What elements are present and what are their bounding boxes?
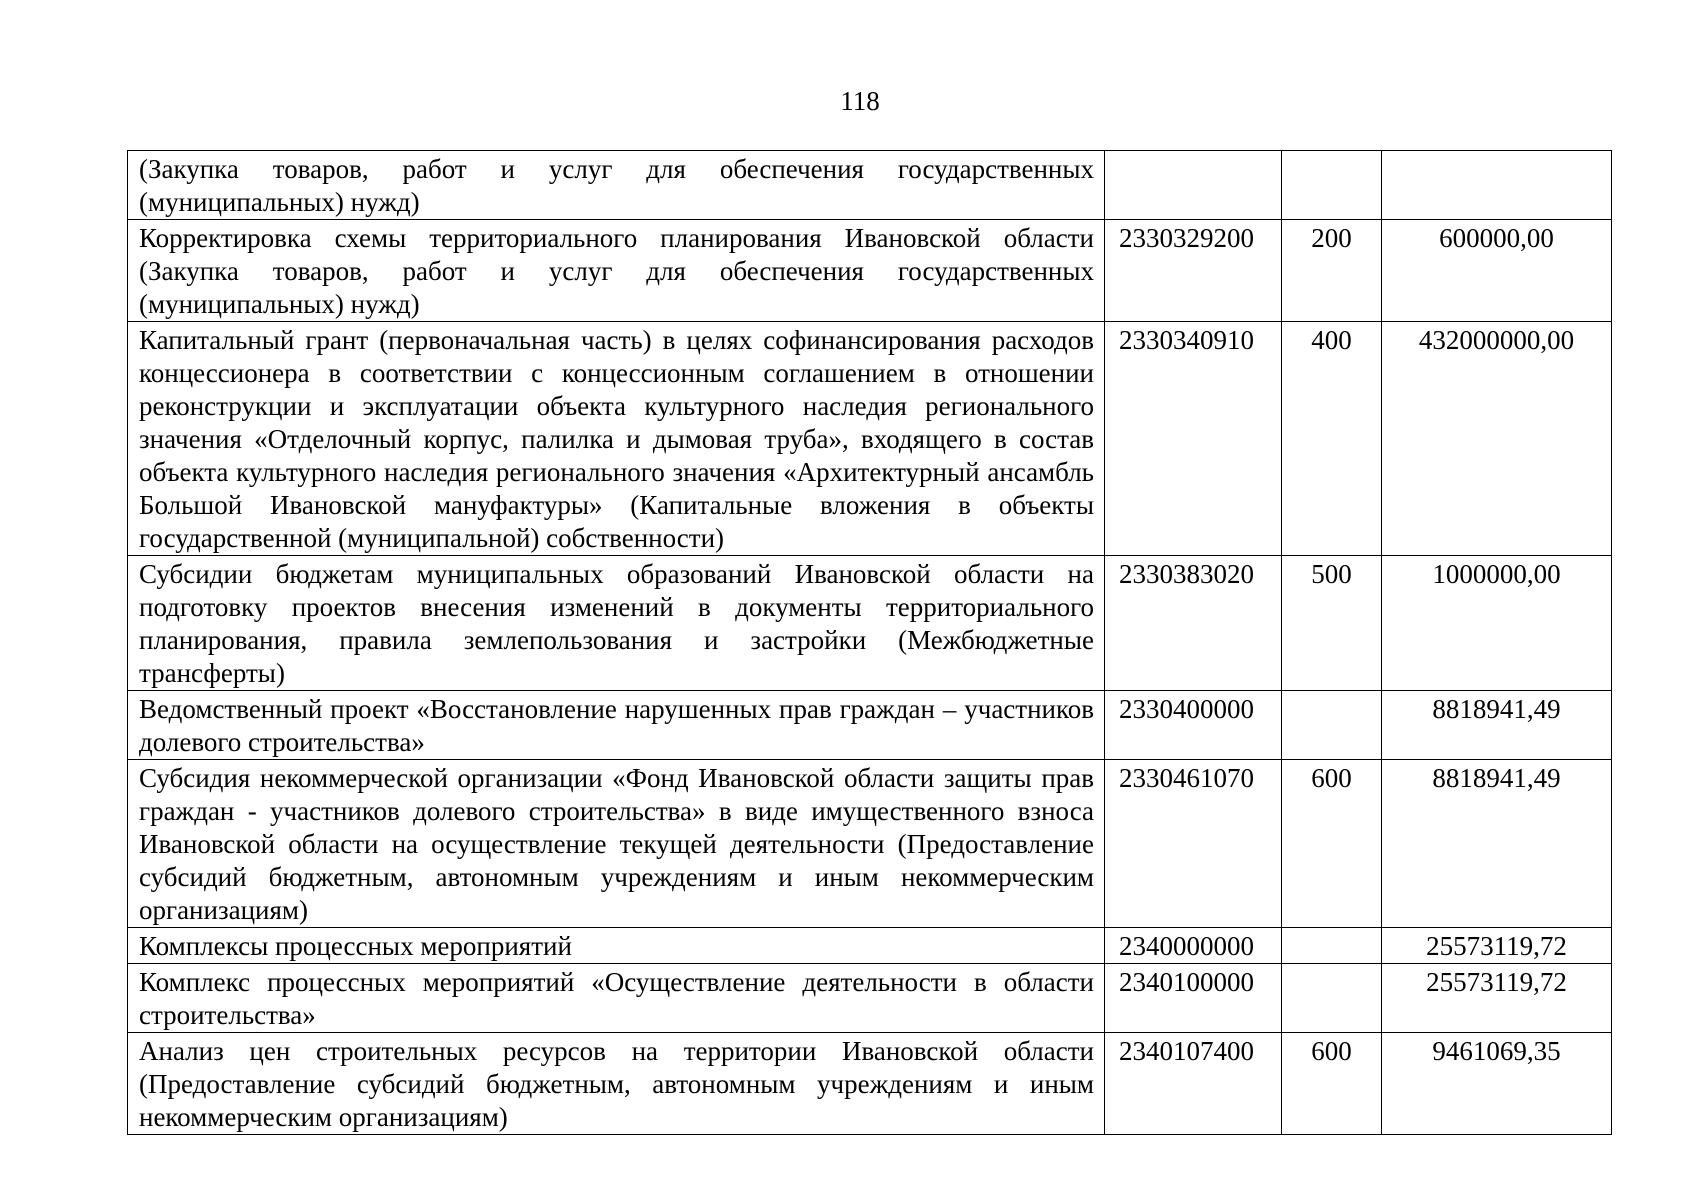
target-code-cell: 2330400000 — [1105, 691, 1282, 760]
amount-cell: 600000,00 — [1382, 220, 1612, 322]
amount-cell: 8818941,49 — [1382, 691, 1612, 760]
table-row — [128, 151, 1612, 220]
expense-type-cell: 400 — [1282, 322, 1382, 556]
target-code-cell: 2340107400 — [1105, 1033, 1282, 1135]
expense-name-cell: Корректировка схемы территориального планирования Ивановской области (Закупка товаров, работ и услуг для обеспечения государственных (муниципальных) нужд) — [128, 220, 1105, 322]
table-row — [128, 220, 1612, 322]
expense-name-cell: Комплекс процессных мероприятий «Осуществление деятельности в области строительства» — [128, 964, 1105, 1033]
amount-cell: 9461069,35 — [1382, 1033, 1612, 1135]
expense-name-cell: Анализ цен строительных ресурсов на территории Ивановской области (Предоставление субсидий бюджетным, автономным учреждениям и иным некоммерческим организациям) — [128, 1033, 1105, 1135]
amount-cell: 1000000,00 — [1382, 556, 1612, 691]
table-row — [128, 322, 1612, 556]
expense-name-cell: Комплексы процессных мероприятий — [128, 928, 1105, 964]
table-row — [128, 1033, 1612, 1135]
page-number: 118 — [840, 86, 880, 116]
expense-type-cell — [1282, 691, 1382, 760]
amount-cell: 432000000,00 — [1382, 322, 1612, 556]
table-row — [128, 760, 1612, 928]
amount-cell: 8818941,49 — [1382, 760, 1612, 928]
amount-cell: 25573119,72 — [1382, 964, 1612, 1033]
table-row — [128, 556, 1612, 691]
expense-type-cell: 600 — [1282, 1033, 1382, 1135]
target-code-cell: 2330340910 — [1105, 322, 1282, 556]
table-row — [128, 964, 1612, 1033]
expense-type-cell: 500 — [1282, 556, 1382, 691]
target-code-cell — [1105, 151, 1282, 220]
expense-type-cell — [1282, 964, 1382, 1033]
table-row — [128, 691, 1612, 760]
expense-name-cell: Субсидии бюджетам муниципальных образований Ивановской области на подготовку проектов внесения изменений в документы территориального планирования, правила землепользования и застройки (Межбюджетные трансферты) — [128, 556, 1105, 691]
amount-cell: 25573119,72 — [1382, 928, 1612, 964]
target-code-cell: 2340100000 — [1105, 964, 1282, 1033]
target-code-cell: 2330461070 — [1105, 760, 1282, 928]
expense-type-cell: 600 — [1282, 760, 1382, 928]
expense-type-cell — [1282, 151, 1382, 220]
target-code-cell: 2340000000 — [1105, 928, 1282, 964]
expense-name-cell: (Закупка товаров, работ и услуг для обеспечения государственных (муниципальных) нужд) — [128, 151, 1105, 220]
expense-name-cell: Ведомственный проект «Восстановление нарушенных прав граждан – участников долевого строительства» — [128, 691, 1105, 760]
expense-name-cell: Субсидия некоммерческой организации «Фонд Ивановской области защиты прав граждан - участников долевого строительства» в виде имущественного взноса Ивановской области на осуществление текущей деятельности (Предоставление субсидий бюджетным, автономным учреждениям и иным некоммерческим организациям) — [128, 760, 1105, 928]
amount-cell — [1382, 151, 1612, 220]
expense-name-cell: Капитальный грант (первоначальная часть) в целях софинансирования расходов концессионера в соответствии с концессионным соглашением в отношении реконструкции и эксплуатации объекта культурного наследия регионального значения «Отделочный корпус, палилка и дымовая труба», входящего в состав объекта культурного наследия регионального значения «Архитектурный ансамбль Большой Ивановской мануфактуры» (Капитальные вложения в объекты государственной (муниципальной) собственности) — [128, 322, 1105, 556]
budget-table — [127, 150, 1612, 1135]
target-code-cell: 2330383020 — [1105, 556, 1282, 691]
expense-type-cell: 200 — [1282, 220, 1382, 322]
table-row — [128, 928, 1612, 964]
expense-type-cell — [1282, 928, 1382, 964]
target-code-cell: 2330329200 — [1105, 220, 1282, 322]
